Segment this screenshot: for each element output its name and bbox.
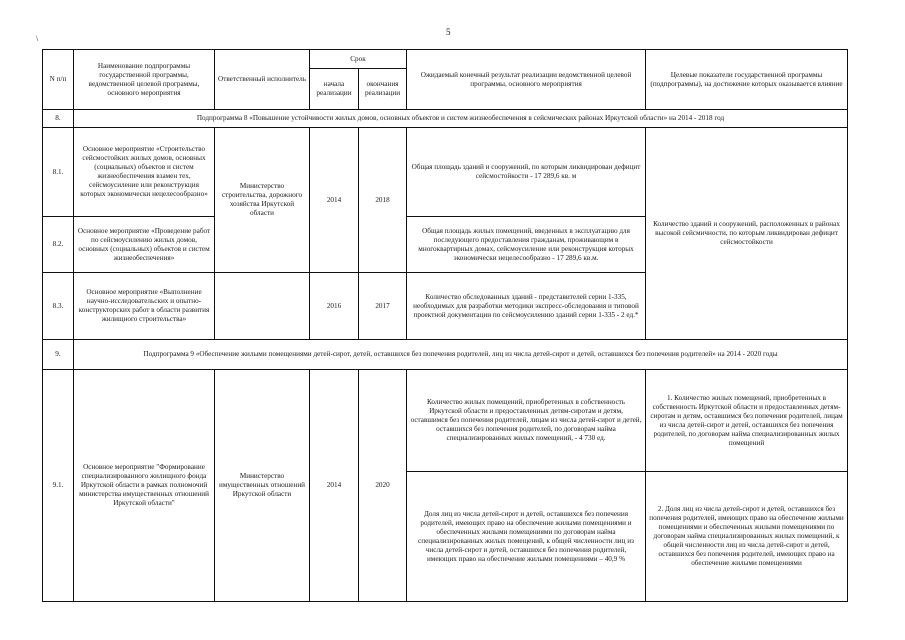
- row-9-1-result-1: Количество жилых помещений, приобретенных в собственность Иркутской области и предоставленных детям-сиротам и детям, оставшимся без попечения родителей, лицам из числа детей-сирот и детей, оставшихся без попечения родителей, по договорам найма специализированных жилых помещений, - 4 730 ед.: [407, 370, 646, 472]
- header-num: N п/п: [43, 50, 74, 110]
- header-responsible: Ответственный исполнитель: [215, 50, 310, 110]
- row-8-3-start: 2016: [310, 273, 359, 340]
- row-8-1-name: Основное мероприятие «Строительство сейсмостойких жилых домов, основных (социальных) объектов и систем жизнеобеспечения взамен тех, сейсмоусиление или реконструкция которых экономически нецелесообразно»: [74, 128, 215, 217]
- section-8-target: Количество зданий и сооружений, расположенных в районах высокой сейсмичности, по которым ликвидирован дефицит сейсмостойкости: [646, 128, 848, 340]
- header-start: начала реализации: [310, 69, 359, 110]
- row-9-1-start: 2014: [310, 370, 359, 602]
- corner-mark: \: [36, 34, 39, 43]
- header-end: окончания реализации: [359, 69, 407, 110]
- row-9-1-responsible: Министерство имущественных отношений Иркутской области: [215, 370, 310, 602]
- row-8-3-responsible: [215, 273, 310, 340]
- row-8-3-name: Основное мероприятие «Выполнение научно-исследовательских и опытно-конструкторских работ в области развития жилищного строительства»: [74, 273, 215, 340]
- row-8-3-end: 2017: [359, 273, 407, 340]
- row-8-3-num: 8.3.: [43, 273, 74, 340]
- row-8-2-num: 8.2.: [43, 217, 74, 273]
- section-9-title: Подпрограмма 9 «Обеспечение жилыми помещениями детей-сирот, детей, оставшихся без попечения родителей, лиц из числа детей-сирот и детей, оставшихся без попечения родителей» на 2014 - 2020 годы: [74, 340, 848, 370]
- page-number: 5: [446, 27, 451, 37]
- section-8-num: 8.: [43, 110, 74, 128]
- section-8-start: 2014: [310, 128, 359, 273]
- row-8-2-name: Основное мероприятие «Проведение работ по сейсмоусилению жилых домов, основных (социальных) объектов и систем жизнеобеспечения»: [74, 217, 215, 273]
- row-9-1-name: Основное мероприятие "Формирование специализированного жилищного фонда Иркутской области в рамках полномочий министерства имущественных отношений Иркутской области": [74, 370, 215, 602]
- section-8-responsible: Министерство строительства, дорожного хозяйства Иркутской области: [215, 128, 310, 273]
- row-9-1-target-2: 2. Доля лиц из числа детей-сирот и детей, оставшихся без попечения родителей, имеющих право на обеспечение жилыми помещениями и обеспеченных жилыми помещениями по договорам найма специализированных жилых помещений, к общей численности лиц из числа детей-сирот и детей, оставшихся без попечения родителей, имеющих право на обеспечение жилыми помещениями: [646, 472, 848, 602]
- row-8-1-num: 8.1.: [43, 128, 74, 217]
- header-target: Целевые показатели государственной программы (подпрограммы), на достижение которых оказывается влияние: [646, 50, 848, 110]
- row-9-1-end: 2020: [359, 370, 407, 602]
- header-term: Срок: [310, 50, 407, 69]
- section-9-num: 9.: [43, 340, 74, 370]
- header-result: Ожидаемый конечный результат реализации ведомственной целевой программы, основного мероприятия: [407, 50, 646, 110]
- row-8-1-result: Общая площадь зданий и сооружений, по которым ликвидирован дефицит сейсмостойкости - 17 289,6 кв. м: [407, 128, 646, 217]
- program-table: [42, 49, 848, 602]
- row-9-1-result-2: Доля лиц из числа детей-сирот и детей, оставшихся без попечения родителей, имеющих право на обеспечение жилыми помещениями и обеспеченных жилыми помещениями по договорам найма специализированных жилых помещений, к общей численности лиц из числа детей-сирот и детей, оставшихся без попечения родителей, имеющих право на обеспечение жилыми помещениями – 40,9 %: [407, 472, 646, 602]
- header-name: Наименование подпрограммы государственной программы, ведомственной целевой программы, основного мероприятия: [74, 50, 215, 110]
- row-8-3-result: Количество обследованных зданий - представителей серии 1-335, необходимых для разработки методики экспресс-обследования и типовой проектной документации по сейсмоусилению зданий серии 1-335 - 2 ед.*: [407, 273, 646, 340]
- section-8-title: Подпрограмма 8 «Повышение устойчивости жилых домов, основных объектов и систем жизнеобеспечения в сейсмических районах Иркутской области» на 2014 - 2018 год: [74, 110, 848, 128]
- row-9-1-num: 9.1.: [43, 370, 74, 602]
- row-9-1-target-1: 1. Количество жилых помещений, приобретенных в собственность Иркутской области и предоставленных детям-сиротам и детям, оставшимся без попечения родителей, лицам из числа детей-сирот и детей, оставшихся без попечения родителей, по договорам найма специализированных жилых помещений: [646, 370, 848, 472]
- row-8-2-result: Общая площадь жилых помещений, введенных в эксплуатацию для последующего предоставления гражданам, проживающим в многоквартирных домах, сейсмоусиление или реконструкция которых экономически нецелесообразно - 17 289,6 кв.м.: [407, 217, 646, 273]
- section-8-end: 2018: [359, 128, 407, 273]
